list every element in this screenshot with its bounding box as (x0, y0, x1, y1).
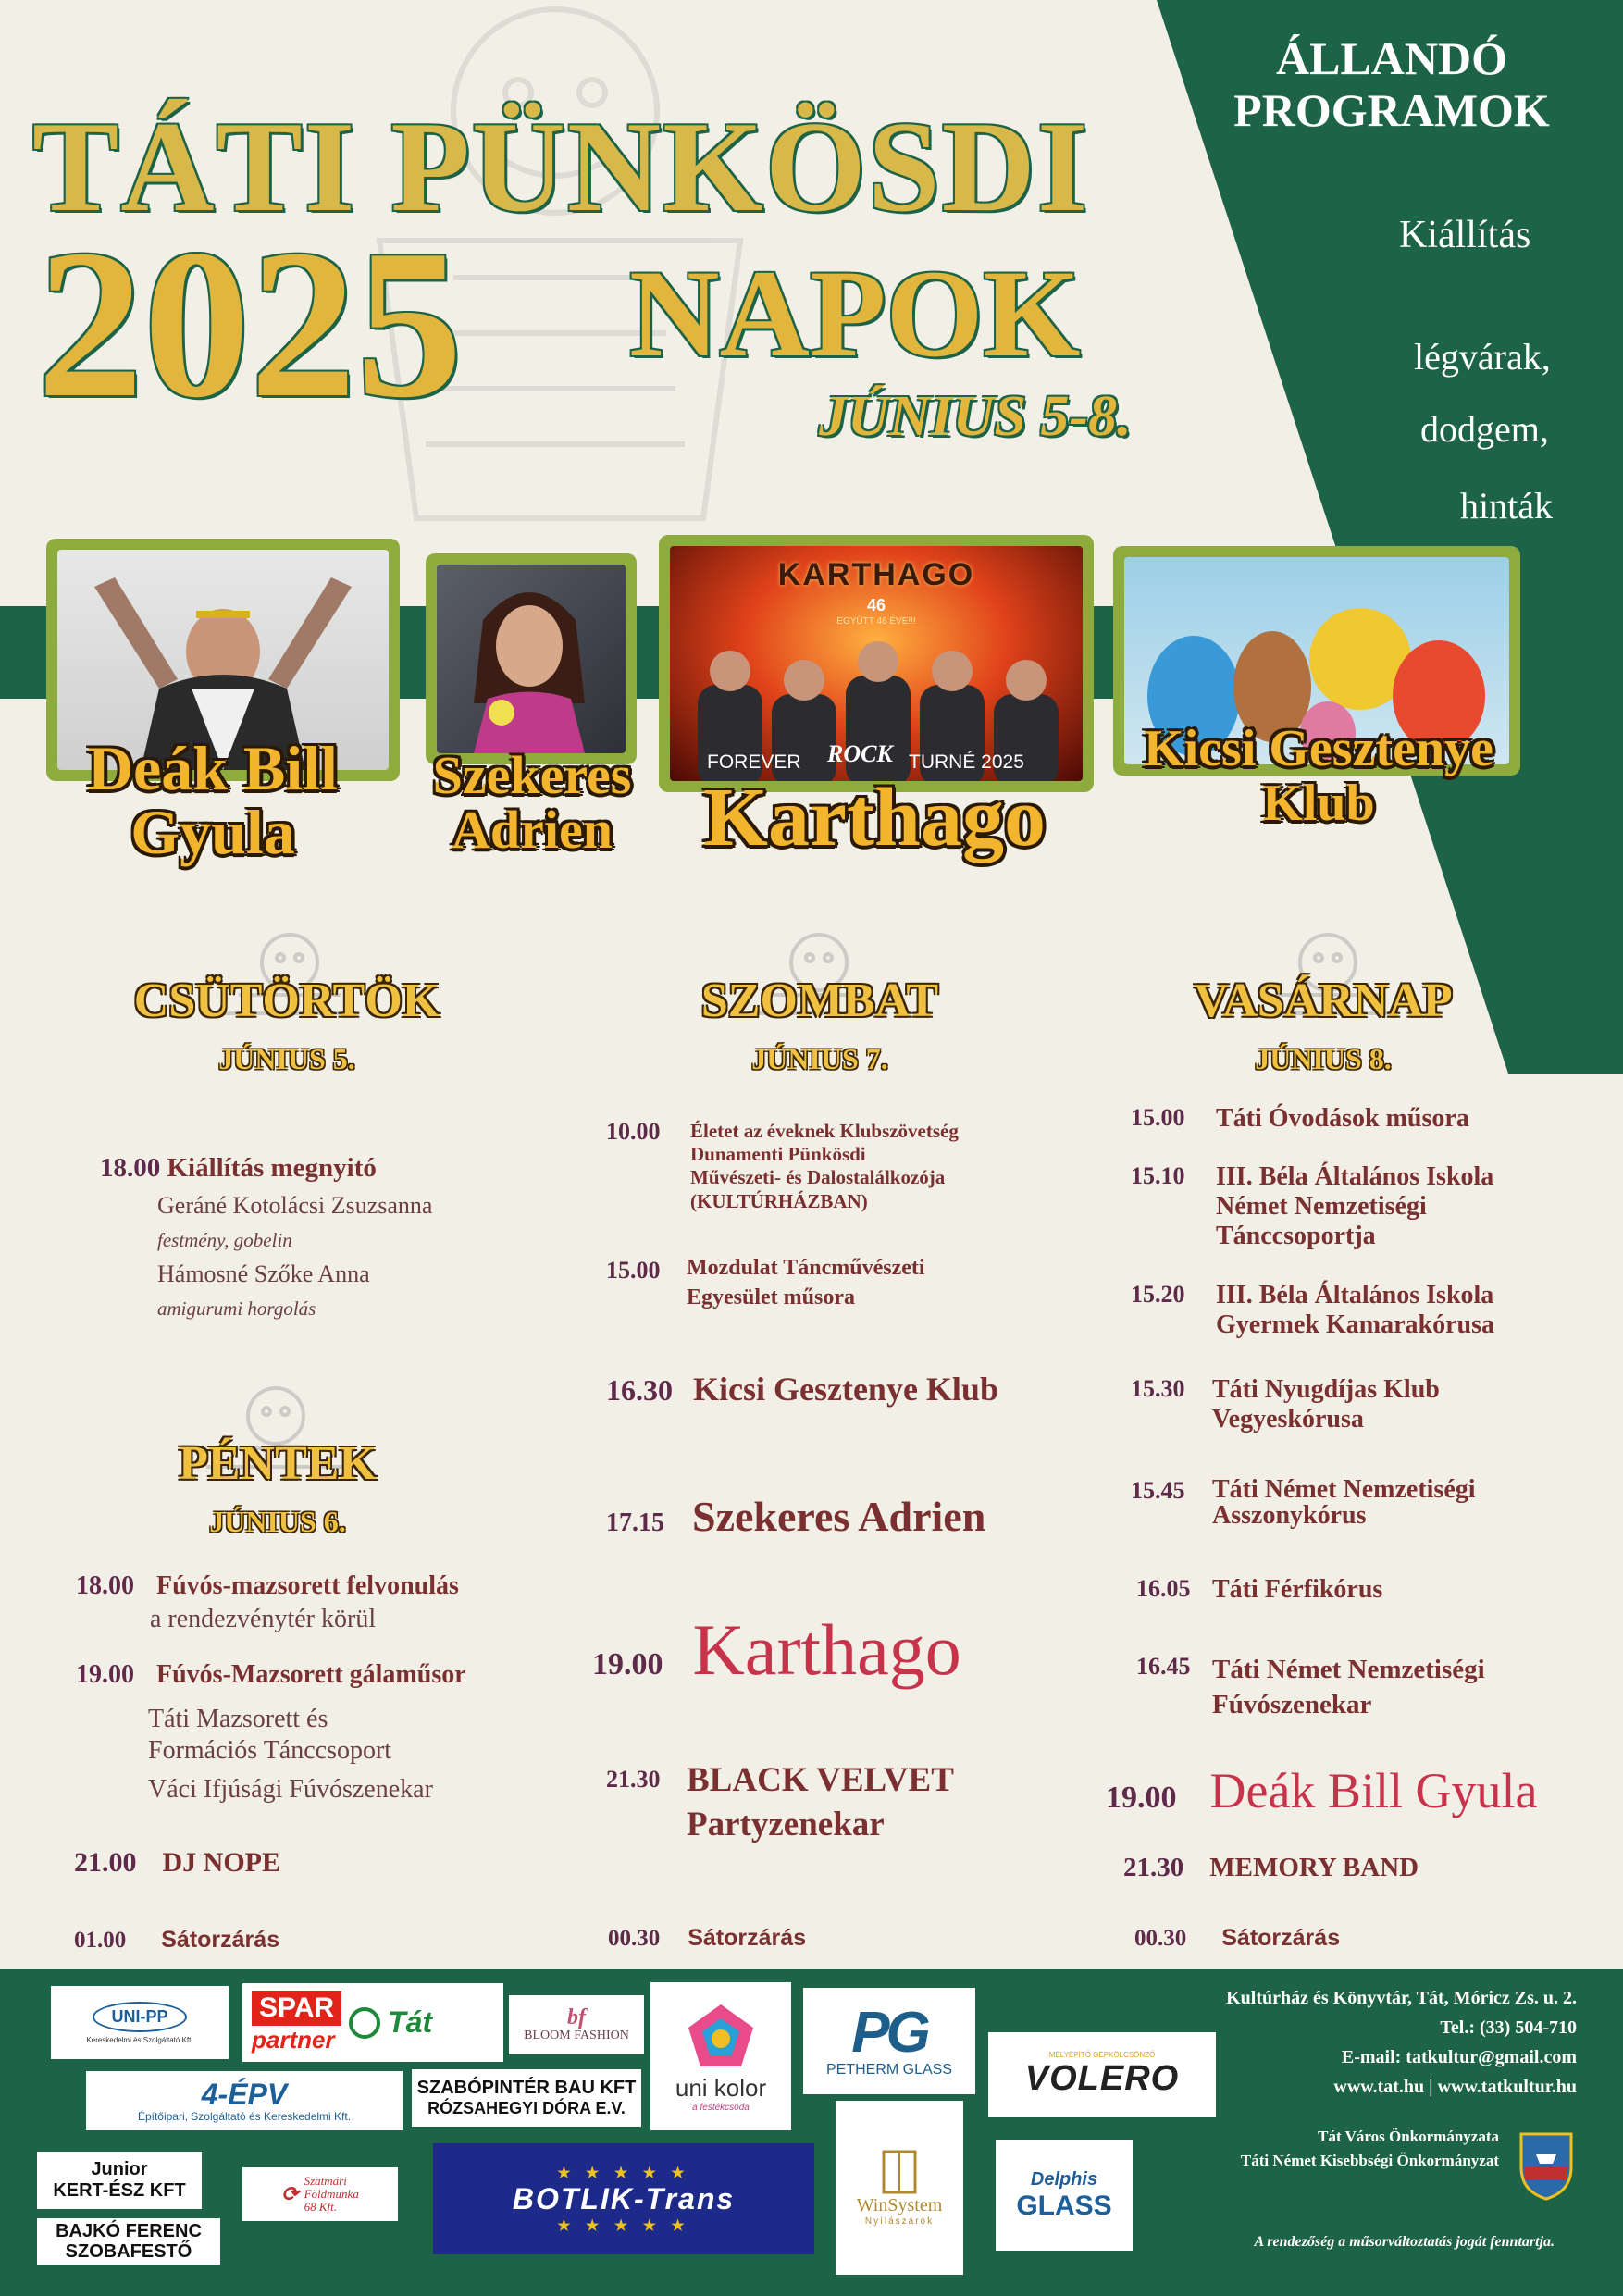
performer-name-kicsi-gesztenye: Kicsi Gesztenye Klub (1144, 720, 1493, 832)
exhibitor-name: Geráné Kotolácsi Zsuzsanna (157, 1192, 433, 1219)
event-row: 00.30 Sátorzárás (1134, 1925, 1341, 1951)
permanent-programs-heading (1207, 32, 1577, 136)
event-row: 18.00 Fúvós-mazsorett felvonulás (76, 1571, 459, 1600)
day-heading-sunday: VASÁRNAP (1194, 974, 1453, 1027)
day-heading-friday: PÉNTEK (179, 1437, 377, 1490)
day-heading-saturday: SZOMBAT (700, 974, 939, 1027)
day-heading-thursday: CSÜTÖRTÖK (133, 974, 440, 1027)
day-date-saturday: JÚNIUS 7. (751, 1042, 888, 1075)
tour-label-rock: ROCK (827, 740, 893, 767)
photo-karthago (659, 535, 1094, 792)
sponsor-logo-petherm: PG PETHERM GLASS (803, 1988, 975, 2094)
event-time: 15.30 (1131, 1375, 1185, 1402)
sponsor-logo-junior: Junior KERT-ÉSZ KFT (37, 2152, 202, 2209)
event-time: 10.00 (606, 1118, 661, 1145)
event-text-block: Életet az éveknek Klubszövetség Dunamenti Pünkösdi Művészeti- és Dalostalálkozója (KULTÚRHÁZBAN) (690, 1120, 959, 1212)
event-row: 19.00 Karthago (592, 1609, 961, 1690)
contact-address: Kultúrház és Könyvtár, Tát, Móricz Zs. u. 2. (1226, 1988, 1577, 2008)
day-date-friday: JÚNIUS 6. (209, 1505, 346, 1538)
event-row: 21.00 DJ NOPE (74, 1847, 280, 1878)
sponsor-logo-delphis: Delphis GLASS (996, 2140, 1133, 2251)
title-year: 2025 (37, 205, 463, 441)
title-date: JÚNIUS 5-8. (819, 385, 1132, 448)
event-row: 01.00 Sátorzárás (74, 1927, 280, 1953)
karthago-years-badge: 46 (866, 596, 886, 614)
event-row: 19.00 Fúvós-Mazsorett gálaműsor (76, 1660, 466, 1689)
exhibitor-desc: festmény, gobelin (157, 1229, 292, 1251)
event-time: 16.45 (1136, 1653, 1191, 1680)
contact-block (1142, 1983, 1577, 2102)
sponsor-logo-winsystem: WinSystem Nyílászárók (836, 2101, 963, 2275)
event-time: 15.20 (1131, 1281, 1185, 1308)
event-time: 16.05 (1136, 1575, 1191, 1602)
event-row: 19.00 Deák Bill Gyula (1106, 1763, 1538, 1818)
sponsor-logo-spar: SPAR partner Tát (242, 1983, 503, 2062)
event-time: 15.10 (1131, 1162, 1185, 1189)
performer-name-karthago: Karthago (703, 772, 1046, 863)
heading-line2: PROGRAMOK (1233, 84, 1550, 136)
szatmari-mark-icon: ⟳ (281, 2182, 299, 2205)
permanent-item: Kiállítás (1399, 214, 1531, 256)
contact-web: www.tat.hu | www.tatkultur.hu (1333, 2077, 1577, 2097)
event-sub: Váci Ifjúsági Fúvószenekar (148, 1775, 433, 1804)
photo-szekeres-adrien (426, 553, 637, 764)
sponsor-logo-unikolor: uni kolor a festékcsoda (650, 1982, 791, 2130)
event-text-block: Táti Férfikórus (1212, 1575, 1383, 1604)
event-time: 15.45 (1131, 1477, 1185, 1504)
day-date-sunday: JÚNIUS 8. (1255, 1042, 1392, 1075)
exhibitor-desc: amigurumi horgolás (157, 1297, 316, 1320)
event-row: 17.15 Szekeres Adrien (606, 1493, 986, 1540)
title-line1: TÁTI PÜNKÖSDI (32, 95, 1090, 239)
event-text-block: Táti Nyugdíjas Klub Vegyeskórusa (1212, 1375, 1440, 1434)
eu-stars-icon: ★ ★ ★ ★ ★ (557, 2165, 690, 2181)
event-time: 21.30 (606, 1766, 661, 1793)
heading-line1: ÁLLANDÓ (1275, 32, 1508, 84)
event-row: 21.30 MEMORY BAND (1123, 1853, 1419, 1882)
title-napok: NAPOK (629, 245, 1081, 383)
performer-photo (437, 565, 626, 753)
event-time: 15.00 (1131, 1104, 1185, 1131)
eu-stars-icon: ★ ★ ★ ★ ★ (557, 2217, 690, 2234)
event-text-block: BLACK VELVET Partyzenekar (687, 1761, 954, 1844)
karthago-banner-sub: EGYÜTT 46 ÉVE!!! (836, 616, 916, 627)
sponsor-logo-szatmari: ⟳ Szatmári Földmunka 68 Kft. (242, 2167, 398, 2221)
organizers-block (1147, 2125, 1499, 2173)
performer-name-deak-bill: Deák Bill Gyula (87, 733, 339, 868)
disclaimer: A rendezőség a műsorváltoztatás jogát fenntartja. (1254, 2234, 1555, 2250)
sponsor-logo-4epv: 4-ÉPV Építőipari, Szolgáltató és Kereskedelmi Kft. (86, 2071, 403, 2130)
sponsor-logo-szabopinter: SZABÓPINTÉR BAU KFT RÓZSAHEGYI DÓRA E.V. (412, 2069, 641, 2127)
karthago-banner: KARTHAGO (777, 557, 975, 592)
event-row: 16.30 Kicsi Gesztenye Klub (606, 1371, 998, 1408)
sponsor-logo-bloom: bf BLOOM FASHION (509, 1995, 644, 2054)
permanent-item: dodgem, (1420, 408, 1549, 450)
sponsor-logo-botlik: ★ ★ ★ ★ ★ BOTLIK-Trans ★ ★ ★ ★ ★ (433, 2143, 814, 2254)
sponsor-logo-bajko: BAJKÓ FERENC SZOBAFESTŐ (37, 2218, 220, 2265)
event-sub: Táti Mazsorett és (148, 1705, 328, 1733)
tour-label-left: FOREVER (707, 751, 801, 773)
event-text-block: III. Béla Általános Iskola Gyermek Kamarakórusa (1216, 1281, 1494, 1340)
event-text-block: III. Béla Általános Iskola Német Nemzetiségi Tánccsoportja (1216, 1162, 1494, 1251)
window-icon (881, 2149, 918, 2195)
event-time: 15.00 (606, 1257, 661, 1284)
event-text-block: Táti Óvodások műsora (1216, 1104, 1469, 1133)
event-text-block: Táti Német Nemzetiségi Fúvószenekar (1212, 1655, 1485, 1719)
spar-tree-icon (349, 2007, 380, 2039)
sponsor-logo-unipp: UNI-PP Kereskedelmi és Szolgáltató Kft. (48, 1983, 231, 2062)
day-date-thursday: JÚNIUS 5. (218, 1042, 355, 1075)
permanent-item: légvárak, (1414, 336, 1551, 378)
permanent-item: hinták (1460, 485, 1553, 527)
event-sub: a rendezvénytér körül (150, 1605, 377, 1633)
coat-of-arms-icon (1518, 2130, 1575, 2201)
event-text-block: Táti Német Nemzetiségi Asszonykórus (1212, 1475, 1476, 1530)
contact-phone: Tel.: (33) 504-710 (1440, 2017, 1577, 2038)
event-text-block: Mozdulat Táncművészeti Egyesület műsora (687, 1256, 925, 1310)
exhibitor-name: Hámosné Szőke Anna (157, 1260, 370, 1287)
performer-name-szekeres: Szekeres Adrien (432, 745, 632, 861)
organizer-1: Tát Város Önkormányzata (1318, 2128, 1499, 2145)
unikolor-palette-icon (684, 2000, 758, 2074)
event-row: 00.30 Sátorzárás (608, 1925, 807, 1951)
tour-label-right: TURNÉ 2025 (909, 751, 1024, 773)
event-sub: Formációs Tánccsoport (148, 1736, 392, 1765)
contact-email: E-mail: tatkultur@gmail.com (1341, 2047, 1577, 2067)
sponsor-logo-volero: MÉLYÉPÍTŐ GÉPKÖLCSÖNZŐ VOLERO (988, 2032, 1216, 2117)
organizer-2: Táti Német Kisebbségi Önkormányzat (1240, 2152, 1499, 2169)
event-row: 18.00 Kiállítás megnyitó (100, 1153, 377, 1183)
